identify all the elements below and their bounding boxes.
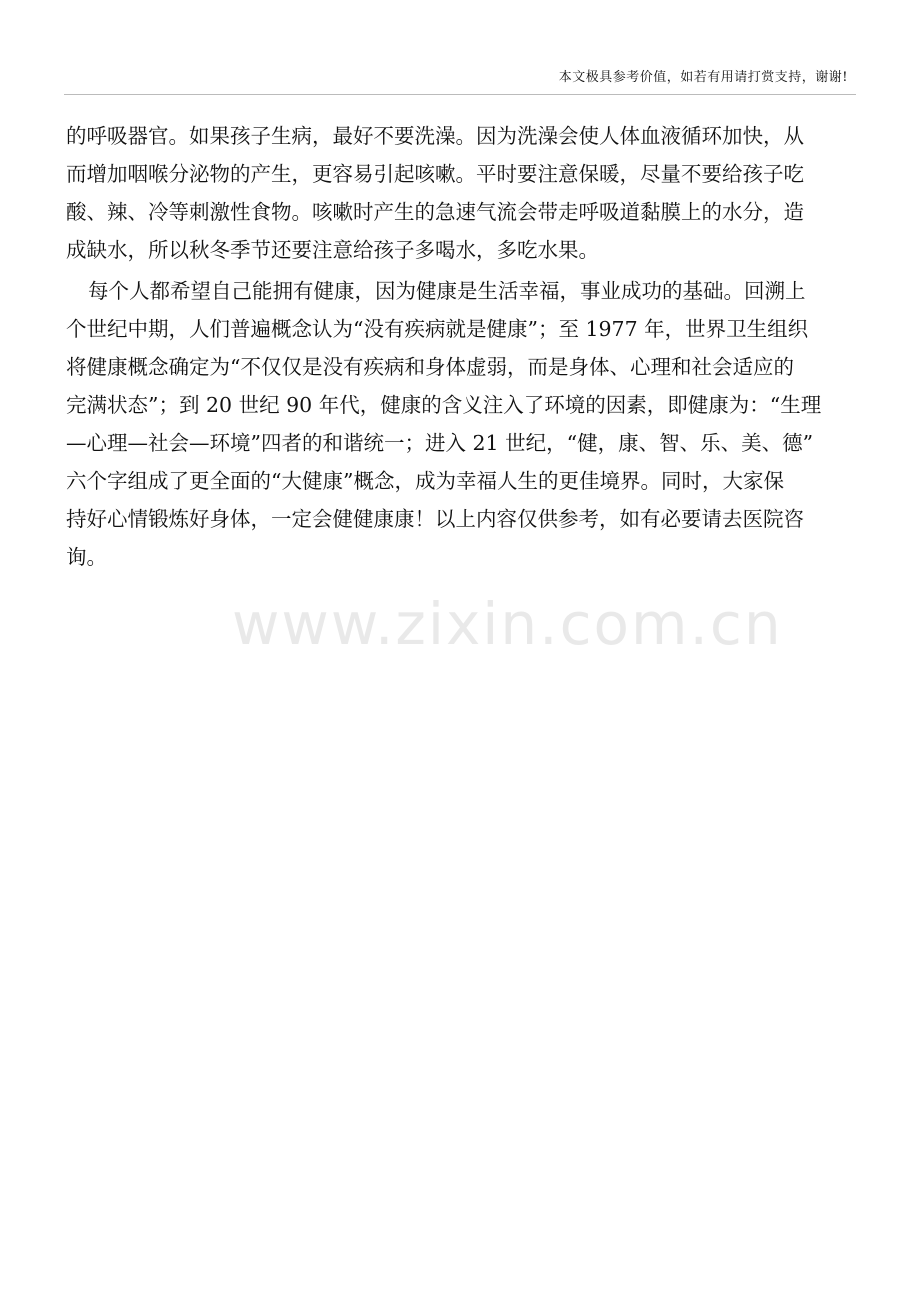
text-line: 成缺水，所以秋冬季节还要注意给孩子多喝水，多吃水果。 [66, 238, 599, 262]
text-line: 而增加咽喉分泌物的产生，更容易引起咳嗽。平时要注意保暖，尽量不要给孩子吃 [66, 162, 804, 186]
text-line: 将健康概念确定为“不仅仅是没有疾病和身体虚弱，而是身体、心理和社会适应的 [66, 355, 794, 379]
watermark: www.zixin.com.cn [232, 590, 783, 658]
paragraph [66, 272, 856, 576]
text-line: 持好心情锻炼好身体，一定会健健康康！以上内容仅供参考，如有必要请去医院咨 [66, 507, 804, 531]
header-note: 本文极具参考价值，如若有用请打赏支持，谢谢! [558, 70, 848, 85]
document-body [66, 117, 856, 576]
text-line: 个世纪中期，人们普遍概念认为“没有疾病就是健康”；至 1977 年，世界卫生组织 [66, 317, 809, 341]
text-line: —心理—社会—环境”四者的和谐统一；进入 21 世纪，“健，康、智、乐、美、德” [66, 431, 814, 455]
text-line: 的呼吸器官。如果孩子生病，最好不要洗澡。因为洗澡会使人体血液循环加快，从 [66, 124, 804, 148]
text-line: 每个人都希望自己能拥有健康，因为健康是生活幸福，事业成功的基础。回溯上 [88, 279, 806, 303]
text-line: 六个字组成了更全面的“大健康”概念，成为幸福人生的更佳境界。同时，大家保 [66, 469, 784, 493]
text-line: 询。 [66, 545, 107, 569]
text-line: 酸、辣、冷等刺激性食物。咳嗽时产生的急速气流会带走呼吸道黏膜上的水分，造 [66, 200, 804, 224]
text-line: 完满状态”；到 20 世纪 90 年代，健康的含义注入了环境的因素，即健康为：“生理 [66, 393, 822, 417]
header-divider [64, 94, 856, 95]
paragraph [66, 117, 856, 269]
